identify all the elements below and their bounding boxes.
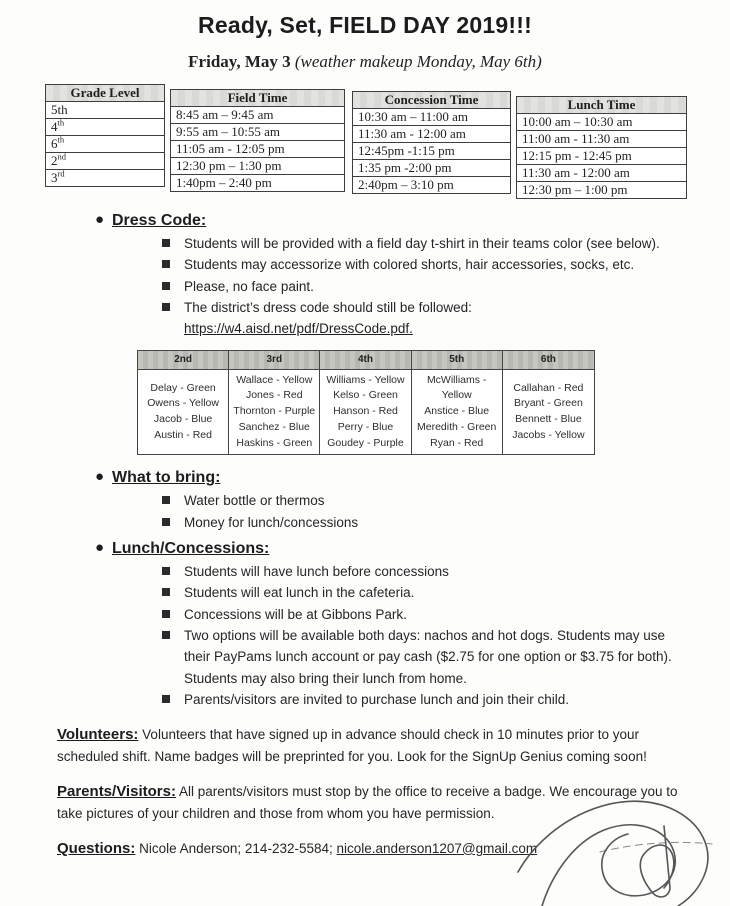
schedule-tables xyxy=(0,84,730,198)
teacher-color-line: Thornton - Purple xyxy=(233,405,316,418)
teacher-color-line: Callahan - Red xyxy=(513,381,584,394)
table-row: 4th xyxy=(46,119,164,136)
volunteers-text: Volunteers that have signed up in advance should check in 10 minutes prior to your scheduled shift. Name badges will be preprinted for you. Look for the SignUp Genius coming soon! xyxy=(57,727,647,764)
team-grade-cell xyxy=(412,370,503,455)
teacher-color-line: Meredith - Green xyxy=(417,420,497,433)
teacher-color-line: Perry - Blue xyxy=(337,420,394,433)
table-row: 12:30 pm – 1:30 pm xyxy=(171,158,344,175)
table-header: Field Time xyxy=(171,90,344,107)
teacher-color-line: Wallace - Yellow xyxy=(236,373,313,386)
list-item: Students will be provided with a field day t-shirt in their teams color (see below). xyxy=(160,233,685,254)
team-table-header-row xyxy=(138,351,594,370)
list-item: Students may accessorize with colored shorts, hair accessories, socks, etc. xyxy=(160,254,685,275)
table-row: 12:45pm -1:15 pm xyxy=(353,143,510,160)
dress-code-followed-text: The district’s dress code should still be followed: xyxy=(184,299,472,315)
teacher-color-line: Haskins - Green xyxy=(236,436,313,449)
team-grade-header: 2nd xyxy=(138,351,229,370)
bullet-icon: ● xyxy=(95,211,105,228)
teacher-color-line: Jones - Red xyxy=(245,389,303,402)
table-row: 9:55 am – 10:55 am xyxy=(171,124,344,141)
schedule-table-concession-time xyxy=(352,91,511,194)
teacher-color-line: Austin - Red xyxy=(154,428,212,441)
list-item: Students will eat lunch in the cafeteria. xyxy=(160,582,685,603)
table-header: Concession Time xyxy=(353,92,510,109)
volunteers-label: Volunteers: xyxy=(57,726,139,744)
table-row: 10:00 am – 10:30 am xyxy=(517,114,686,131)
teacher-color-line: Kelso - Green xyxy=(333,389,398,402)
list-item: Please, no face paint. xyxy=(160,276,685,297)
team-grade-cell xyxy=(229,370,320,455)
list-item: Water bottle or thermos xyxy=(160,490,685,511)
volunteers-paragraph xyxy=(57,724,702,767)
teacher-color-line: Bennett - Blue xyxy=(515,413,582,426)
teacher-color-line: McWilliams - Yellow xyxy=(426,373,487,402)
table-row: 2:40pm – 3:10 pm xyxy=(358,177,454,192)
team-grade-cell xyxy=(138,370,229,455)
team-colors-table xyxy=(137,350,595,456)
teacher-color-line: Ryan - Red xyxy=(430,436,484,449)
teacher-color-line: Goudey - Purple xyxy=(327,436,404,449)
table-row: 1:40pm – 2:40 pm xyxy=(176,175,272,190)
what-to-bring-list xyxy=(160,490,685,533)
list-item: Two options will be available both days: nachos and hot dogs. Students may use their PayPams lunch account or pay cash ($2.75 for one option or $3.75 for both). Students may also bring their lunch from home. xyxy=(160,625,685,689)
table-row: 2nd xyxy=(46,153,164,170)
questions-contact: Nicole Anderson; 214-232-5584; xyxy=(139,840,333,856)
teacher-color-line: Delay - Green xyxy=(150,381,216,394)
list-item: Money for lunch/concessions xyxy=(160,512,685,533)
table-row: 8:45 am – 9:45 am xyxy=(171,107,344,124)
pen-scribble-drawing xyxy=(512,792,730,906)
team-grade-header: 4th xyxy=(320,351,411,370)
questions-label: Questions: xyxy=(57,839,136,857)
table-row: 10:30 am – 11:00 am xyxy=(353,109,510,126)
teacher-color-line: Jacob - Blue xyxy=(153,413,213,426)
parents-visitors-label: Parents/Visitors: xyxy=(57,783,176,801)
field-day-flyer-page xyxy=(0,12,730,906)
table-header: Grade Level xyxy=(46,85,164,102)
parents-visitors-text: All parents/visitors must stop by the office to receive a badge. We encourage you to take pictures of your children and those from whom you have permission. xyxy=(57,784,678,821)
table-row: 11:00 am - 11:30 am xyxy=(517,131,686,148)
teacher-color-line: Williams - Yellow xyxy=(326,373,405,386)
bullet-icon: ● xyxy=(95,468,105,486)
lunch-concessions-heading: Lunch/Concessions: xyxy=(112,540,270,558)
teacher-color-line: Owens - Yellow xyxy=(147,397,219,410)
team-table-body-row xyxy=(138,370,594,455)
table-header: Lunch Time xyxy=(517,97,686,114)
team-grade-header: 6th xyxy=(503,351,594,370)
team-grade-cell xyxy=(320,370,411,455)
table-row: 6th xyxy=(46,136,164,153)
teacher-color-line: Jacobs - Yellow xyxy=(512,428,585,441)
bullet-icon: ● xyxy=(95,539,105,557)
dresscode-pdf-link[interactable]: https://w4.aisd.net/pdf/DressCode.pdf. xyxy=(184,321,413,337)
table-row: 5th xyxy=(46,102,164,119)
table-row: 11:30 am - 12:00 am xyxy=(517,165,686,182)
list-item: Students will have lunch before concessions xyxy=(160,561,685,582)
dress-code-heading: Dress Code: xyxy=(112,212,207,229)
lunch-concessions-heading-row xyxy=(95,539,730,558)
schedule-table-field-time xyxy=(170,89,345,192)
page-title: Ready, Set, FIELD DAY 2019!!! xyxy=(198,12,532,38)
dress-code-list xyxy=(160,233,685,297)
event-date: Friday, May 3 xyxy=(188,52,291,71)
what-to-bring-heading-row xyxy=(95,468,730,487)
schedule-table-grade-level xyxy=(45,84,165,187)
teacher-color-line: Hanson - Red xyxy=(333,405,398,418)
table-row: 3rd xyxy=(51,168,65,185)
contact-email-link[interactable]: nicole.anderson1207@gmail.com xyxy=(336,840,538,856)
team-grade-header: 5th xyxy=(412,351,503,370)
table-row: 12:30 pm – 1:00 pm xyxy=(522,182,628,197)
team-grade-header: 3rd xyxy=(229,351,320,370)
what-to-bring-heading: What to bring: xyxy=(112,469,221,487)
list-item xyxy=(160,297,709,340)
teacher-color-line: Bryant - Green xyxy=(513,397,583,410)
makeup-date-note: (weather makeup Monday, May 6th) xyxy=(294,52,542,71)
lunch-concessions-list xyxy=(160,561,685,710)
dress-code-heading-row xyxy=(95,211,730,230)
schedule-table-lunch-time xyxy=(516,96,687,199)
table-row: 11:05 am - 12:05 pm xyxy=(171,141,344,158)
table-row: 12:15 pm - 12:45 pm xyxy=(517,148,686,165)
teacher-color-line: Sanchez - Blue xyxy=(238,420,310,433)
table-row: 11:30 am - 12:00 am xyxy=(353,126,510,143)
list-item: Concessions will be at Gibbons Park. xyxy=(160,604,685,625)
teacher-color-line: Anstice - Blue xyxy=(424,405,490,418)
list-item: Parents/visitors are invited to purchase lunch and join their child. xyxy=(160,689,685,710)
date-line xyxy=(0,52,730,72)
table-row: 1:35 pm -2:00 pm xyxy=(353,160,510,177)
team-grade-cell xyxy=(503,370,594,455)
